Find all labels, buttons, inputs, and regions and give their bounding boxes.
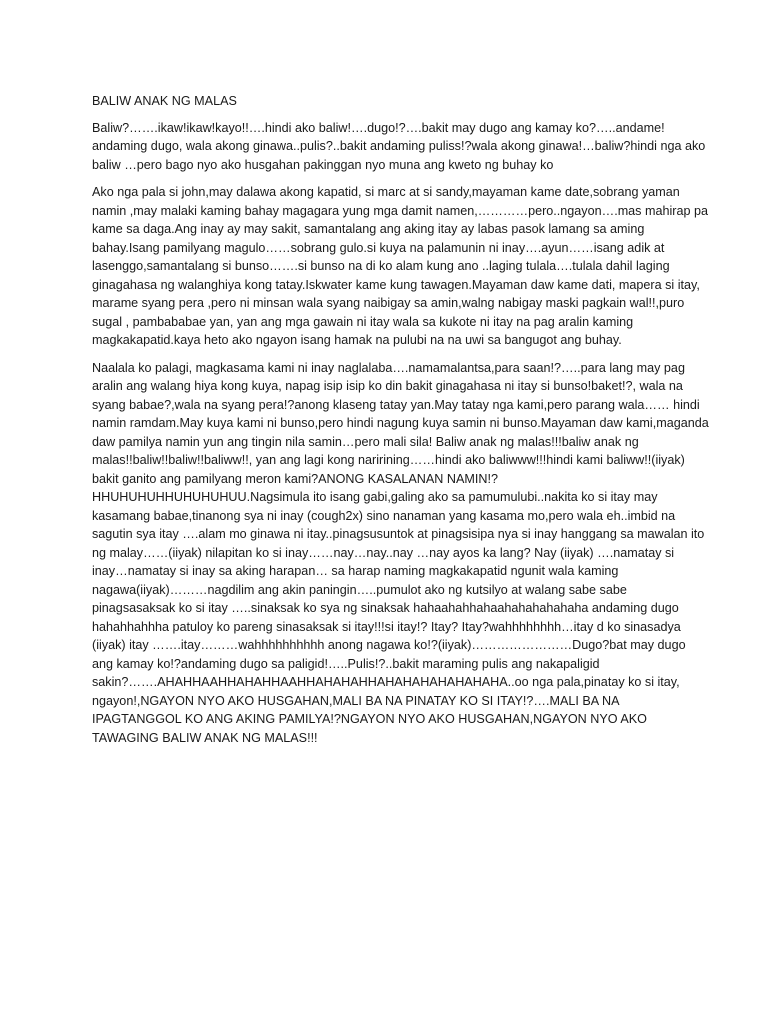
document-page xyxy=(92,92,710,756)
paragraph-story: Naalala ko palagi, magkasama kami ni inay naglalaba….namamalantsa,para saan!?…..para lang may pag aralin ang walang hiya kong kuya, napag isip isip ko din bakit ginagahasa ni itay si bunso!baket!?, wala na syang babae?,wala na syang pera!?anong klaseng tatay yan.May tatay nga kami,pero parang wala…… hindi namin ramdam.May kuya kami ni bunso,pero hindi nagung kuya samin ni bunso.Mayaman daw kami,maganda daw pamilya namin yun ang tingin nila samin…pero mali sila! Baliw anak ng malas!!!baliw anak ng malas!!baliw!!baliw!!baliww!!, yan ang lagi kong naririning……hindi ako baliwww!!!hindi kami baliww!!(iiyak) bakit ganito ang pamilyang meron kami?ANONG KASALANAN NAMIN!? HHUHUHUHHUHUHUHUU.Nagsimula ito isang gabi,galing ako sa pamumulubi..nakita ko si itay may kasamang babae,tinanong sya ni inay (cough2x) sino nanaman yang kasama mo,pero wala eh..imbid na sagutin sya itay ….alam mo ginawa ni itay..pinagsusuntok at pinagsisipa nya si inay hanggang sa mawalan ito ng malay……(iiyak) nilapitan ko si inay……nay…nay..nay …nay ayos ka lang? Nay (iiyak) ….namatay si inay…namatay si inay sa aking harapan… sa harap naming magkakapatid ngunit wala kaming nagawa(iiyak)………nagdilim ang akin paningin…..pumulot ako ng kutsilyo at walang sabe sabe pinagsasaksak ko si itay …..sinaksak ko sya ng sinaksak hahaahahhahaahahahahahaha andaming dugo hahahhahhha patuloy ko pareng sinasaksak si itay!!!si itay!? Itay? Itay?wahhhhhhhh…itay d ko sinasadya (iiyak) itay …….itay………wahhhhhhhhhh anong nagawa ko!?(iiyak)……………………Dugo?bat may dugo ang kamay ko!?andaming dugo sa paligid!…..Pulis!?..bakit maraming pulis ang nakapaligid sakin?…….AHAHHAAHHAHAHHAAHHAHAHAHHAHAHAHAHAHAHAHA..oo nga pala,pinatay ko si itay, ngayon!,NGAYON NYO AKO HUSGAHAN,MALI BA NA PINATAY KO SI ITAY!?….MALI BA NA IPAGTANGGOL KO ANG AKING PAMILYA!?NGAYON NYO AKO HUSGAHAN,NGAYON NYO AKO TAWAGING BALIW ANAK NG MALAS!!! xyxy=(92,360,709,745)
paragraph-family: Ako nga pala si john,may dalawa akong kapatid, si marc at si sandy,mayaman kame date,sobrang yaman namin ,may malaki kaming bahay magagara yung mga damit namen,…………pero..ngayon….mas mahirap pa kame sa daga.Ang inay ay may sakit, samantalang ang aking itay ay labas pasok lamang sa aming bahay.Isang pamilyang magulo……sobrang gulo.si kuya na palamunin ni inay….ayun……isang adik at lasenggo,samantalang si bunso…….si bunso na di ko alam kung ano ..laging tulala….tulala dahil laging ginagahasa ng walanghiya kong tatay.Iskwater kame kung tawagen.Mayaman daw kame dati, mapera si itay, marame syang pera ,pero ni minsan wala syang naibigay sa amin,walng nabigay maski pagkain wal!!,puro sugal , pambababae yan, yan ang mga gawain ni itay wala sa kukote ni itay na pag aralin kaming magkakapatid.kaya heto ako ngayon isang hamak na pulubi na na uwi sa bangugot ang buhay. xyxy=(92,185,708,347)
paragraph-intro: Baliw?…….ikaw!ikaw!kayo!!….hindi ako baliw!….dugo!?….bakit may dugo ang kamay ko?…..andame! andaming dugo, wala akong ginawa..pulis?..bakit andaming puliss!?wala akong ginawa!…baliw?hindi nga ako baliw …pero bago nyo ako husgahan pakinggan nyo muna ang kweto ng buhay ko xyxy=(92,120,706,172)
document-title: BALIW ANAK NG MALAS xyxy=(92,94,237,108)
